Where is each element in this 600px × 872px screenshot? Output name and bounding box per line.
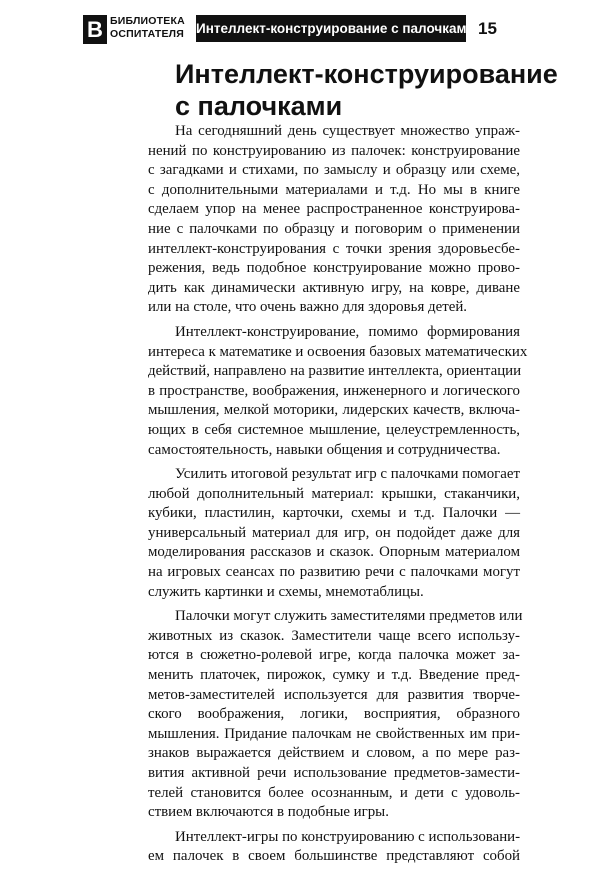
text-line: сделаем упор на менее распространенное конструирова- bbox=[148, 201, 520, 218]
section-title-line: Интеллект-конструирование bbox=[175, 59, 558, 89]
text-line: ние с палочками по образцу и поговорим о применении bbox=[148, 220, 520, 237]
text-line: ющих в себя системное мышление, целеустремленность, bbox=[148, 421, 520, 438]
series-name-line: ОСПИТАТЕЛЯ bbox=[110, 28, 184, 40]
text-line: дить как динамически активную игру, на ковре, диване bbox=[148, 279, 520, 296]
text-line: или на столе, что очень важно для здоровья детей. bbox=[148, 299, 468, 316]
text-line: действий, направлено на развитие интеллекта, ориентации bbox=[148, 363, 522, 380]
section-title-line: с палочками bbox=[175, 91, 343, 121]
paragraph bbox=[148, 828, 520, 867]
text-line: животных из сказок. Заместители чаще всего использу- bbox=[148, 627, 520, 644]
paragraph bbox=[148, 122, 520, 318]
paragraph bbox=[148, 465, 520, 602]
text-line: метов-заместителей используется для развития творче- bbox=[148, 686, 520, 703]
text-line: кубики, пластилин, карточки, схемы и т.д. Палочки — bbox=[148, 505, 520, 522]
text-line: служить картинки и схемы, мнемотаблицы. bbox=[148, 583, 424, 600]
text-line: универсальный материал для игр, он подойдет даже для bbox=[148, 524, 520, 541]
text-line: с загадками и стихами, по замыслу и образцу или схеме, bbox=[148, 162, 520, 179]
text-line: менить платочек, пирожок, сумку и т.д. Введение пред- bbox=[148, 667, 520, 684]
series-logo: В bbox=[83, 15, 107, 44]
text-line: Интеллект-игры по конструированию с использовани- bbox=[175, 828, 521, 845]
text-line: в пространстве, воображения, инженерного и логического bbox=[148, 382, 520, 399]
text-line: Палочки могут служить заместителями предметов или bbox=[175, 608, 523, 625]
series-name-line: БИБЛИОТЕКА bbox=[110, 15, 185, 27]
text-line: На сегодняшний день существует множество упраж- bbox=[175, 123, 520, 139]
text-line: моделирования рассказов и сказок. Опорным материалом bbox=[148, 544, 520, 561]
text-line: ем палочек в своем большинстве представляют собой bbox=[148, 848, 520, 865]
text-line: самостоятельность, навыки общения и сотрудничества. bbox=[148, 441, 501, 458]
text-line: знаков выражается действием и словом, а по мере раз- bbox=[148, 745, 520, 762]
text-line: интеллект-конструирования с точки зрения здоровьесбе- bbox=[148, 240, 520, 257]
text-line: ствием включаются в подобные игры. bbox=[148, 804, 389, 821]
text-line: ского воображения, логики, восприятия, образного bbox=[148, 706, 520, 723]
text-line: Интеллект-конструирование, помимо формирования bbox=[175, 323, 520, 340]
section-title bbox=[175, 58, 558, 122]
text-line: телей становится более осознанным, и дети с удоволь- bbox=[148, 784, 520, 801]
paragraph bbox=[148, 323, 528, 460]
series-name bbox=[110, 15, 200, 41]
text-line: ются в сюжетно-ролевой игре, когда палочка может за- bbox=[148, 647, 520, 664]
paragraph bbox=[148, 607, 523, 823]
text-line: мышления. Придание палочкам не свойственных им при- bbox=[148, 725, 520, 742]
running-header bbox=[83, 15, 515, 46]
text-line: нений по конструированию из палочек: конструирование bbox=[148, 142, 520, 159]
page-number: 15 bbox=[478, 19, 497, 38]
text-line: режения, ведь подобное конструирование можно прово- bbox=[148, 260, 520, 277]
body-text bbox=[148, 122, 528, 872]
text-line: Усилить итоговой результат игр с палочками помогает bbox=[175, 466, 520, 483]
text-line: любой дополнительный материал: крышки, стаканчики, bbox=[148, 485, 520, 502]
text-line: с дополнительными материалами и т.д. Но мы в книге bbox=[148, 181, 520, 198]
running-title: Интеллект-конструирование с палочками bbox=[196, 15, 466, 42]
text-line: интереса к математике и освоения базовых математических bbox=[148, 343, 528, 360]
text-line: мышления, мелкой моторики, лидерских качеств, включа- bbox=[148, 402, 520, 419]
text-line: вития активной речи использование предметов-замести- bbox=[148, 765, 520, 781]
text-line: на игровых сеансах по развитию речи с палочками могут bbox=[148, 564, 520, 581]
